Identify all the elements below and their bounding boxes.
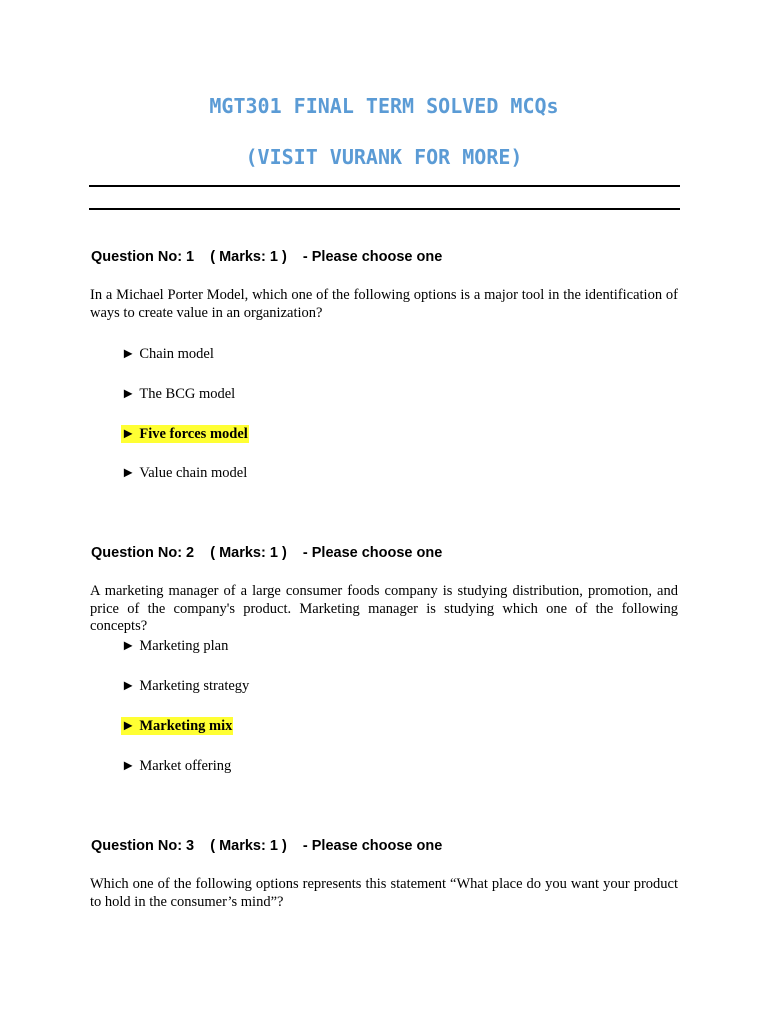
- question-header: Question No: 1 ( Marks: 1 ) - Please choose one: [91, 249, 443, 265]
- option-label: Chain model: [139, 346, 214, 362]
- option-label: Market offering: [139, 758, 232, 774]
- option-item: [121, 385, 235, 403]
- triangle-bullet-icon: ►: [121, 638, 136, 654]
- document-subtitle: (VISIT VURANK FOR MORE): [245, 145, 523, 169]
- option-label: Marketing strategy: [139, 678, 250, 694]
- option-label: Value chain model: [139, 465, 248, 481]
- correct-option-highlight: [121, 717, 233, 735]
- triangle-bullet-icon: ►: [121, 465, 136, 481]
- option-label: Five forces model: [139, 426, 248, 442]
- question-text: A marketing manager of a large consumer foods company is studying distribution, promotion, and price of the company's product. Marketing manager is studying which one of the following concepts?: [90, 583, 678, 634]
- question-header: Question No: 2 ( Marks: 1 ) - Please choose one: [91, 545, 443, 561]
- question-header: Question No: 3 ( Marks: 1 ) - Please choose one: [91, 838, 443, 854]
- triangle-bullet-icon: ►: [121, 718, 136, 734]
- triangle-bullet-icon: ►: [121, 386, 136, 402]
- correct-option-highlight: [121, 425, 249, 443]
- header-divider-top: [89, 185, 680, 187]
- document-title: MGT301 FINAL TERM SOLVED MCQs: [209, 94, 559, 118]
- triangle-bullet-icon: ►: [121, 678, 136, 694]
- question-text: Which one of the following options represents this statement “What place do you want your product to hold in the consumer’s mind”?: [90, 876, 678, 910]
- header-divider-bottom: [89, 208, 680, 210]
- triangle-bullet-icon: ►: [121, 426, 136, 442]
- question-text: In a Michael Porter Model, which one of the following options is a major tool in the identification of ways to create value in an organization?: [90, 287, 678, 321]
- option-label: Marketing mix: [139, 718, 233, 734]
- option-item: [121, 677, 249, 695]
- option-item: [121, 637, 228, 655]
- triangle-bullet-icon: ►: [121, 758, 136, 774]
- option-item: [121, 345, 214, 363]
- option-item: [121, 464, 247, 482]
- option-label: Marketing plan: [139, 638, 229, 654]
- option-item: [121, 757, 231, 775]
- triangle-bullet-icon: ►: [121, 346, 136, 362]
- option-label: The BCG model: [139, 386, 236, 402]
